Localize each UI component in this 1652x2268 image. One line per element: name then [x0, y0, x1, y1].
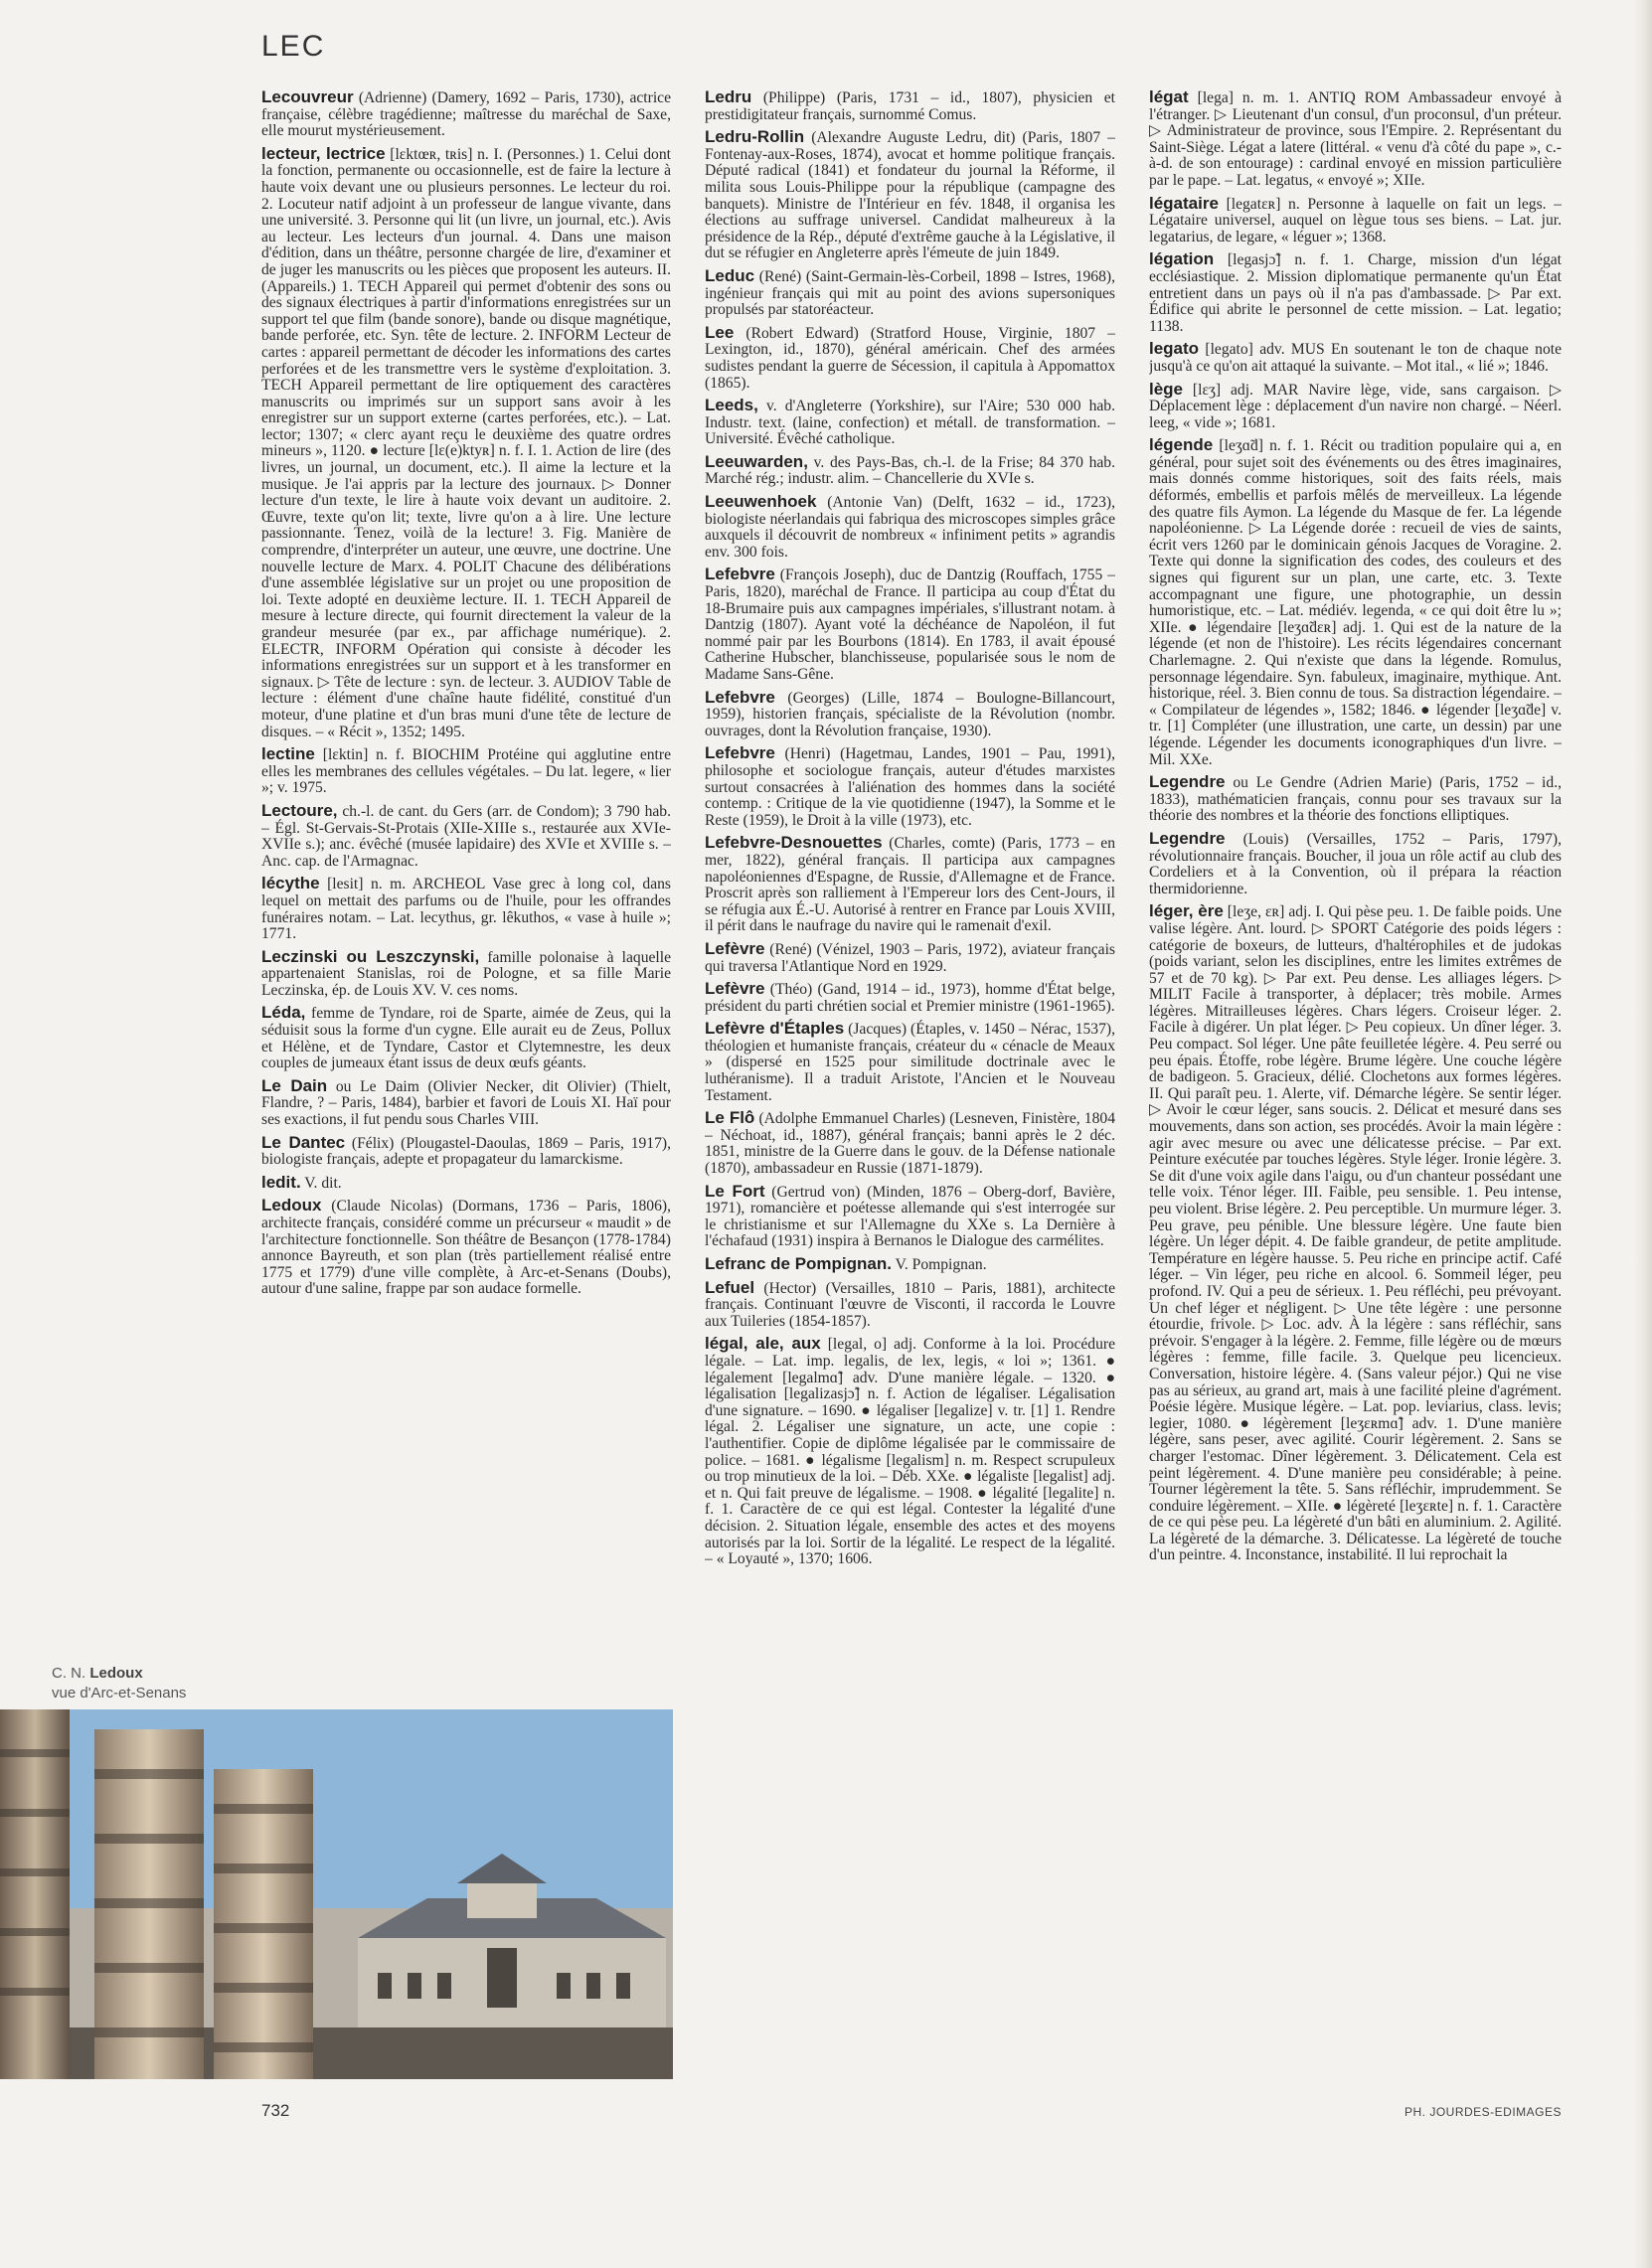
entry-definition: [lɛktœʀ, tʀis] n. I. (Personnes.) 1. Celui dont la fonction, permanente ou occasionnelle, est de faire la lecture à haute voix devant une ou plusieurs personnes. Le lecteur du roi. 2. Locuteur natif adjoint à un professeur de langue vivante, dans une université. 3. Personne qui lit (un livre, un journal, etc.). Avis au lecteur. Les lecteurs d'un journal. 4. Dans une maison d'édition, dans un théâtre, personne chargée de lire, d'examiner et de juger les manuscrits ou les pièces que proposent les auteurs. II. (Appareils.) 1. TECH Appareil qui permet d'obtenir des sons ou des signaux électriques à partir d'informations enregistrées sur un support tel que film (bande sonore), bande ou disque magnétique, bande perforée, etc. Syn. tête de lecture. 2. INFORM Lecteur de cartes : appareil permettant de décoder les informations des cartes perforées et de les transmettre vers le système d'exploitation. 3. TECH Appareil permettant de lire optiquement des caractères manuscrits ou imprimés sur un support sans avoir à les enregistrer sur un support externe (cartes perforées, etc.). – Lat. lector; 1307; « clerc ayant reçu le deuxième des quatre ordres mineurs », 1120. ● lecture [lɛ(e)ktyʀ] n. f. I. 1. Action de lire (des livres, un journal, un document, etc.). Il aime la lecture et la musique. Je l'ai appris par la lecture des journaux. ▷ Donner lecture d'un texte, le lire à haute voix devant un auditoire. 2. Œuvre, texte qu'on lit; texte, livre qu'on a à lire. Une lecture passionnante. Tenez, voilà de la lecture! 3. Fig. Manière de comprendre, d'interpréter un auteur, une œuvre, une doctrine. Une nouvelle lecture de Marx. 4. POLIT Chacune des délibérations d'une assemblée législative sur un projet ou une proposition de loi. Texte adopté en deuxième lecture. II. 1. TECH Appareil de mesure à lecture directe, qui fournit directement la valeur de la grandeur mesurée (par ex., par affichage numérique). 2. ELECTR, INFORM Opération qui consiste à décoder les informations enregistrées sur un support et à les transformer en signaux. ▷ Tête de lecture : syn. de lecteur. 3. AUDIOV Table de lecture : élément d'une chaîne haute fidélité, constitué d'un moteur, d'une platine et d'un bras muni d'une tête de lecture de disques. – « Récit », 1352; 1495.: [261, 145, 671, 740]
dictionary-entry: [705, 938, 1115, 975]
entry-headword: Leeuwenhoek: [705, 492, 817, 512]
dictionary-entry: [705, 981, 1115, 1015]
entry-headword: légal, ale, aux: [705, 1334, 821, 1354]
entry-headword: Lefebvre: [705, 687, 775, 707]
entry-headword: lège: [1149, 379, 1184, 399]
entry-headword: Lectoure,: [261, 800, 338, 820]
entry-definition: (Georges) (Lille, 1874 – Boulogne-Billancourt, 1959), historien français, spécialiste de la Révolution (nombr. ouvrages, dont la Révolution française, 1930).: [705, 689, 1115, 739]
entry-headword: légation: [1149, 249, 1215, 269]
entry-definition: [legatɛʀ] n. Personne à laquelle on fait un legs. – Légataire universel, auquel on lègue tous ses biens. – Lat. jur. legatarius, de legare, « léguer »; 1368.: [1149, 195, 1562, 245]
dictionary-entry: [705, 1181, 1115, 1250]
entry-definition: ou Le Gendre (Adrien Marie) (Paris, 1752 – id., 1833), mathématicien français, connu pour ses travaux sur la théorie des nombres et la théorie des fonctions elliptiques.: [1149, 774, 1562, 825]
entry-headword: légende: [1149, 435, 1214, 455]
dictionary-entry: [1149, 379, 1562, 432]
entry-headword: Ledoux: [261, 1196, 322, 1215]
dictionary-entry: [261, 946, 671, 1000]
entry-definition: (Adolphe Emmanuel Charles) (Lesneven, Finistère, 1804 – Néchoat, id., 1887), général français; banni après le 2 déc. 1851, ministre de la Guerre dans le gouv. de la Défense nationale (1870), ambassadeur en Russie (1871-1879).: [705, 1110, 1115, 1178]
dictionary-entry: [1149, 437, 1562, 768]
entry-headword: Lefebvre: [705, 565, 775, 584]
entry-headword: légataire: [1149, 193, 1219, 213]
entry-definition: (Jacques) (Étaples, v. 1450 – Nérac, 1537), théologien et humaniste français, créateur du « cénacle de Meaux » (dispersé en 1525 pour similitude doctrinale avec le luthéranisme). Il a traduit Aristote, l'Ancien et le Nouveau Testament.: [705, 1021, 1115, 1104]
entry-definition: v. d'Angleterre (Yorkshire), sur l'Aire; 530 000 hab. Industr. text. (laine, confection) et métall. de transformation. – Université. Évêché catholique.: [705, 398, 1115, 448]
entry-definition: (Hector) (Versailles, 1810 – Paris, 1881), architecte français. Continuant l'œuvre de Visconti, il raccorda le Louvre aux Tuileries (1854-1857).: [705, 1279, 1115, 1330]
entry-headword: lecteur, lectrice: [261, 143, 386, 163]
dictionary-entry: [261, 1132, 671, 1169]
caption-name: Ledoux: [89, 1665, 143, 1682]
entry-definition: (Adrienne) (Damery, 1692 – Paris, 1730), actrice française, célèbre tragédienne; maîtresse du maréchal de Saxe, elle mourut mystérieusement.: [261, 89, 671, 140]
dictionary-entry: [705, 1277, 1115, 1331]
dictionary-entry: [705, 398, 1115, 448]
entry-definition: (Claude Nicolas) (Dormans, 1736 – Paris, 1806), architecte français, considéré comme un précurseur « maudit » de l'architecture fonctionnelle. Son théâtre de Besançon (1778-1784) annonce Bayreuth, et son plan (très partiellement réalisé entre 1775 et 1779) d'une ville complète, à Arc-et-Senans (Doubs), autour d'une saline, frappe par son audace formelle.: [261, 1198, 671, 1298]
column-2: [705, 89, 1115, 2077]
column-3: [1149, 89, 1562, 2087]
dictionary-entry: [1149, 341, 1562, 375]
entry-headword: Lefèvre: [705, 938, 765, 958]
entry-definition: (Gertrud von) (Minden, 1876 – Oberg-dorf, Bavière, 1971), romancière et poétesse allemande qui s'est interrogée sur le christianisme et sur l'Allemagne du XXe s. La Dernière à l'échafaud (1931) inspira à Bernanos le Dialogue des carmélites.: [705, 1183, 1115, 1250]
entry-headword: Le Flô: [705, 1108, 755, 1128]
entry-definition: famille polonaise à laquelle appartenaient Stanislas, roi de Pologne, et sa fille Marie Leczinska, ép. de Louis XV. V. ces noms.: [261, 948, 671, 999]
entry-definition: ch.-l. de cant. du Gers (arr. de Condom); 3 790 hab. – Égl. St-Gervais-St-Protais (XIIe-XIIIe s., restaurée aux XVIe-XVIIe s.); anc. évêché (musée lapidaire) des XVIe et XVIIIe s. – Anc. cap. de l'Armagnac.: [261, 802, 671, 870]
dictionary-entry: [705, 265, 1115, 319]
dictionary-entry: [705, 89, 1115, 123]
entry-headword: Lee: [705, 322, 735, 342]
entry-headword: ledit.: [261, 1172, 301, 1192]
photo-illustration: [0, 1709, 673, 2079]
entry-headword: Leeuwarden,: [705, 451, 808, 471]
entry-headword: Lefebvre-Desnouettes: [705, 833, 883, 853]
page-edge: [1634, 0, 1652, 2268]
dictionary-entry: [705, 1336, 1115, 1567]
dictionary-entry: [261, 1198, 671, 1298]
entry-headword: Léda,: [261, 1003, 306, 1023]
entry-definition: (René) (Vénizel, 1903 – Paris, 1972), aviateur français qui traversa l'Atlantique Nord en 1929.: [705, 940, 1115, 975]
entry-headword: Lefuel: [705, 1277, 755, 1297]
entry-definition: [legato] adv. MUS En soutenant le ton de chaque note jusqu'à ce qu'on ait attaqué la suivante. – Mot ital., « lié »; 1846.: [1149, 341, 1562, 375]
entry-definition: [lega] n. m. 1. ANTIQ ROM Ambassadeur envoyé à l'étranger. ▷ Lieutenant d'un consul, d'un proconsul, d'un préteur. ▷ Administrateur de province, sous l'Empire. 2. Représentant du Saint-Siège. Légat a latere (littéral. « venu d'à côté du pape », c.-à-d. de son entourage) : cardinal envoyé en mission particulière par le pape. – Lat. legatus, « envoyé »; XIIe.: [1149, 89, 1562, 189]
running-head: LEC: [261, 30, 326, 63]
caption-prefix: C. N.: [52, 1665, 86, 1682]
entry-definition: ou Le Daim (Olivier Necker, dit Olivier) (Thielt, Flandre, ? – Paris, 1484), barbier et favori de Louis XI. Haï pour ses exactions, il fut pendu sous Charles VIII.: [261, 1077, 671, 1129]
dictionary-entry: [261, 89, 671, 140]
entry-definition: V. dit.: [300, 1174, 342, 1192]
entry-headword: Le Dantec: [261, 1132, 346, 1152]
dictionary-entry: [261, 1172, 671, 1193]
entry-definition: (Louis) (Versailles, 1752 – Paris, 1797), révolutionnaire français. Boucher, il joua un rôle actif au club des Cordeliers et à la Convention, où il prépara la réaction thermidorienne.: [1149, 830, 1562, 897]
entry-headword: Legendre: [1149, 772, 1226, 792]
dictionary-entry: [705, 687, 1115, 740]
dictionary-entry: [705, 567, 1115, 683]
entry-definition: (Félix) (Plougastel-Daoulas, 1869 – Paris, 1917), biologiste français, adepte et propagateur du lamarckisme.: [261, 1134, 671, 1169]
entry-headword: legato: [1149, 339, 1200, 359]
entry-definition: v. des Pays-Bas, ch.-l. de la Frise; 84 370 hab. Marché rég.; industr. alim. – Chancellerie du XVIe s.: [705, 453, 1115, 488]
column-1: [261, 89, 671, 1672]
entry-headword: Ledru-Rollin: [705, 127, 805, 147]
photo-arc-et-senans: [0, 1709, 673, 2079]
photo-caption: [52, 1664, 186, 1703]
dictionary-entry: [705, 129, 1115, 262]
dictionary-entry: [261, 1005, 671, 1071]
entry-definition: (Alexandre Auguste Ledru, dit) (Paris, 1807 – Fontenay-aux-Roses, 1874), avocat et homme politique français. Député radical (1841) et fondateur du journal la Réforme, il milita sous Louis-Philippe pour la république (campagne des banquets). Ministre de l'Intérieur en fév. 1848, il organisa les élections au suffrage universel. Candidat malheureux à la présidence de la Rép., député d'extrême gauche à la Législative, il dut se réfugier en Angleterre après l'émeute de juin 1849.: [705, 129, 1115, 262]
dictionary-entry: [1149, 774, 1562, 825]
entry-definition: (Philippe) (Paris, 1731 – id., 1807), physicien et prestidigitateur français, surnommé Comus.: [705, 89, 1115, 123]
entry-definition: [legal, o] adj. Conforme à la loi. Procédure légale. – Lat. imp. legalis, de lex, legis, « loi »; 1361. ● légalement [legalmɑ̃] adv. D'une manière légale. – 1320. ● légalisation [legalizasjɔ̃] n. f. Action de légaliser. Légalisation d'une signature. – 1690. ● légaliser [legalize] v. tr. [1] 1. Rendre légal. 2. Légaliser une signature, un acte, une copie : l'authentifier. Copie de diplôme légalisée par le commissaire de police. – 1681. ● légalisme [legalism] n. m. Respect scrupuleux ou trop minutieux de la loi. – Déb. XXe. ● légaliste [legalist] adj. et n. Qui fait preuve de légalisme. – 1908. ● légalité [legalite] n. f. 1. Caractère de ce qui est légal. Contester la légalité d'une décision. 2. Situation légale, ensemble des actes et des moyens autorisés par la loi. Sortir de la légalité. Le respect de la légalité. – « Loyauté », 1370; 1606.: [705, 1336, 1115, 1568]
entry-definition: (Robert Edward) (Stratford House, Virginie, 1807 – Lexington, id., 1870), général américain. Chef des armées sudistes pendant la guerre de Sécession, il capitula à Appomattox (1865).: [705, 324, 1115, 392]
entry-headword: Ledru: [705, 89, 752, 106]
entry-headword: léger, ère: [1149, 901, 1224, 921]
entry-definition: femme de Tyndare, roi de Sparte, aimée de Zeus, qui la séduisit sous la forme d'un cygne. Elle aurait eu de Zeus, Pollux et Hélène, et de Tyndare, Castor et Clytemnestre, les deux couples de jumeaux étant issus de deux œufs géants.: [261, 1005, 671, 1072]
entry-definition: [leʒɑ̃d] n. f. 1. Récit ou tradition populaire qui a, en général, pour sujet soit des événements ou des êtres imaginaires, mais donnés comme historiques, soit des faits réels, mais déformés, embellis et parfois mêlés de merveilleux. La légende des quatre fils Aymon. La légende du Masque de fer. La légende napoléonienne. ▷ La Légende dorée : recueil de vies de saints, écrit vers 1260 par le dominicain génois Jacques de Voragine. 2. Texte qui donne la signification des codes, des couleurs et des signes qui figurent sur un plan, une carte, etc. 3. Texte accompagnant une figure, une photographie, un dessin humoristique, etc. – Lat. médiév. legenda, « ce qui doit être lu »; XIIe. ● légendaire [leʒɑ̃dɛʀ] adj. 1. Qui est de la nature de la légende (et non de l'histoire). Les récits légendaires concernant Charlemagne. 2. Qui n'existe que dans la légende. Romulus, personnage légendaire. Syn. fabuleux, imaginaire, mythique. Ant. historique, réel. 3. Bien connu de tous. Sa distraction légendaire. – « Compilateur de légendes », 1582; 1846. ● légender [leʒɑ̃de] v. tr. [1] Compléter (une illustration, une carte, un dessin) par une légende. Légender les documents iconographiques d'un livre. – Mil. XXe.: [1149, 437, 1562, 768]
entry-definition: [leʒe, ɛʀ] adj. I. Qui pèse peu. 1. De faible poids. Une valise légère. Ant. lourd. ▷ SPORT Catégorie des poids légers : catégorie de boxeurs, de lutteurs, d'haltérophiles et de judokas (poids variant, selon les disciplines, entre les limites extrêmes de 57 et de 70 kg). ▷ Par ext. Peu dense. Les alliages légers. ▷ MILIT Facile à transporter, à déplacer; très mobile. Armes légères. Mitrailleuses légères. Chars légers. Croiseur léger. 2. Facile à digérer. Un plat léger. ▷ Peu copieux. Un dîner léger. 3. Peu compact. Sol léger. Une pâte feuilletée légère. 4. Peu serré ou peu épais. Étoffe, robe légère. Brume légère. Une couche légère de badigeon. 5. Gracieux, délié. Clochetons aux formes légères. II. Qui paraît peu. 1. Alerte, vif. Démarche légère. Se sentir léger. ▷ Avoir le cœur léger, sans soucis. 2. Délicat et mesuré dans ses mouvements, dans son action, ses procédés. Avoir la main légère : agir avec mesure ou avec une délicatesse précise. – Par ext. Peinture exécutée par touches légères. Style léger. Ironie légère. 3. Se dit d'une voix agile dans l'aigu, ou d'un chanteur possédant une telle voix. Ténor léger. III. Faible, peu sensible. 1. Peu intense, peu violent. Brise légère. 2. Peu perceptible. Un murmure léger. 3. Peu grave, peu pénible. Une blessure légère. Une faute bien légère. Un léger dépit. 4. De faible grandeur, de petite amplitude. Température en légère hausse. 5. Peu riche en principe actif. Café léger. – Vin léger, peu riche en alcool. 6. Sommeil léger, peu profond. IV. Qui a peu de sérieux. 1. Peu réfléchi, peu prévoyant. Un chef léger et négligent. ▷ Une tête légère : une personne étourdie, frivole. ▷ Loc. adv. À la légère : sans réfléchir, sans prévoir. S'engager à la légère. 2. Femme, fille légère ou de mœurs légères : femme, fille facile. 3. Quelque peu licencieux. Conversation, histoire légère. 4. (Sans valeur péjor.) Qui ne vise pas au sérieux, au grand art, mais à une facilité pleine d'agrément. Poésie légère. Musique légère. – Lat. pop. leviarius, class. levis; legier, 1080. ● légèrement [leʒɛʀmɑ̃] adv. 1. D'une manière légère, sans peser, avec agilité. Courir légèrement. 2. Sans se charger l'estomac. Dîner légèrement. 3. Délicatement. Cela est peint légèrement. 4. D'une manière peu considérable; à peine. Tourner légèrement la tête. 5. Sans réfléchir, imprudemment. Se conduire légèrement. – XIIe. ● légèreté [leʒɛʀte] n. f. 1. Caractère de ce qui pèse peu. La légèreté d'un bâti en aluminium. 2. Agilité. La légèreté de la démarche. 3. Délicatesse. La légèreté de touche d'un peintre. 4. Inconstance, instabilité. Il lui reprochait la: [1149, 903, 1562, 1564]
entry-headword: lécythe: [261, 874, 320, 893]
entry-definition: (Charles, comte) (Paris, 1773 – en mer, 1822), général français. Il participa aux campagnes napoléoniennes d'Espagne, de Russie, d'Allemagne et de France. Proscrit après son ralliement à l'Empereur lors des Cent-Jours, il se réfugia aux É.-U. Autorisé à rentrer en France par Louis XVIII, il périt dans le naufrage du navire qui le ramenait d'exil.: [705, 835, 1115, 935]
entry-headword: Leczinski ou Leszczynski,: [261, 946, 480, 966]
entry-headword: Lefèvre d'Étaples: [705, 1019, 845, 1039]
dictionary-entry: [261, 143, 671, 740]
entry-headword: Legendre: [1149, 828, 1226, 848]
entry-headword: Lefebvre: [705, 743, 775, 763]
dictionary-entry: [1149, 903, 1562, 1564]
entry-definition: [lɛʒ] adj. MAR Navire lège, vide, sans cargaison. ▷ Déplacement lège : déplacement d'un navire non chargé. – Néerl. leeg, « vide »; 1681.: [1149, 381, 1562, 431]
photo-credit: PH. JOURDES-EDIMAGES: [1404, 2105, 1563, 2119]
dictionary-entry: [705, 494, 1115, 561]
dictionary-entry: [705, 835, 1115, 935]
entry-headword: Lefèvre: [705, 979, 765, 999]
entry-definition: [lesit] n. m. ARCHEOL Vase grec à long col, dans lequel on mettait des parfums ou de l'huile, pour les offrandes funéraires notam. – Lat. lecythus, gr. lêkuthos, « vase à huile »; 1771.: [261, 876, 671, 943]
dictionary-entry: [261, 1075, 671, 1129]
entry-headword: lectine: [261, 744, 315, 764]
entry-headword: Lecouvreur: [261, 89, 354, 106]
dictionary-entry: [705, 745, 1115, 829]
dictionary-entry: [1149, 828, 1562, 897]
entry-definition: (Antonie Van) (Delft, 1632 – id., 1723), biologiste néerlandais qui fabriqua des microscopes simples grâce auxquels il découvrit de nombreux « infiniment petits » agrandis env. 300 fois.: [705, 494, 1115, 561]
dictionary-entry: [705, 1021, 1115, 1104]
dictionary-entry: [261, 800, 671, 870]
entry-headword: Le Dain: [261, 1075, 328, 1095]
entry-definition: V. Pompignan.: [891, 1256, 987, 1273]
entry-headword: Lefranc de Pompignan.: [705, 1254, 892, 1273]
dictionary-entry: [261, 746, 671, 797]
dictionary-entry: [261, 876, 671, 942]
entry-definition: [lɛktin] n. f. BIOCHIM Protéine qui agglutine entre elles les membranes des cellules végétales. – Du lat. legere, « lier »; v. 1975.: [261, 746, 671, 797]
caption-subtitle: vue d'Arc-et-Senans: [52, 1685, 187, 1701]
dictionary-entry: [705, 322, 1115, 392]
dictionary-entry: [705, 451, 1115, 488]
dictionary-entry: [1149, 251, 1562, 335]
entry-headword: Le Fort: [705, 1181, 765, 1201]
dictionary-entry: [705, 1110, 1115, 1177]
dictionary-entry: [705, 1256, 1115, 1274]
entry-headword: Leeds,: [705, 396, 758, 415]
entry-definition: (Théo) (Gand, 1914 – id., 1973), homme d'État belge, président du parti chrétien social et Premier ministre (1961-1965).: [705, 981, 1115, 1015]
entry-definition: (René) (Saint-Germain-lès-Corbeil, 1898 – Istres, 1968), ingénieur français qui mit au point des avions supersoniques propulsés par statoréacteur.: [705, 267, 1115, 319]
entry-headword: Leduc: [705, 265, 755, 285]
dictionary-entry: [1149, 193, 1562, 246]
dictionary-entry: [1149, 89, 1562, 190]
entry-headword: légat: [1149, 89, 1189, 106]
entry-definition: (François Joseph), duc de Dantzig (Rouffach, 1755 – Paris, 1820), maréchal de France. Il participa au coup d'État du 18-Brumaire puis aux campagnes impériales, s'illustrant notam. à Dantzig (1807). Ayant voté la déchéance de Napoléon, il fut nommé pair par les Bourbons (1814). En 1783, il avait épousé Catherine Hubscher, blanchisseuse, popularisée sous le nom de Madame Sans-Gêne.: [705, 567, 1115, 683]
entry-definition: [legasjɔ̃] n. f. 1. Charge, mission d'un légat ecclésiastique. 2. Mission diplomatique permanente qu'un État entretient dans un pays où il n'a pas d'ambassade. ▷ Par ext. Édifice qui abrite le personnel de cette mission. – Lat. legatio; 1138.: [1149, 251, 1562, 335]
entry-definition: (Henri) (Hagetmau, Landes, 1901 – Pau, 1991), philosophe et sociologue français, auteur d'études marxistes surtout consacrées à l'aliénation des hommes dans la société contemp. : Critique de la vie quotidienne (1947), la Somme et le Reste (1959), le Droit à la ville (1973), etc.: [705, 745, 1115, 829]
page-number: 732: [261, 2101, 290, 2120]
